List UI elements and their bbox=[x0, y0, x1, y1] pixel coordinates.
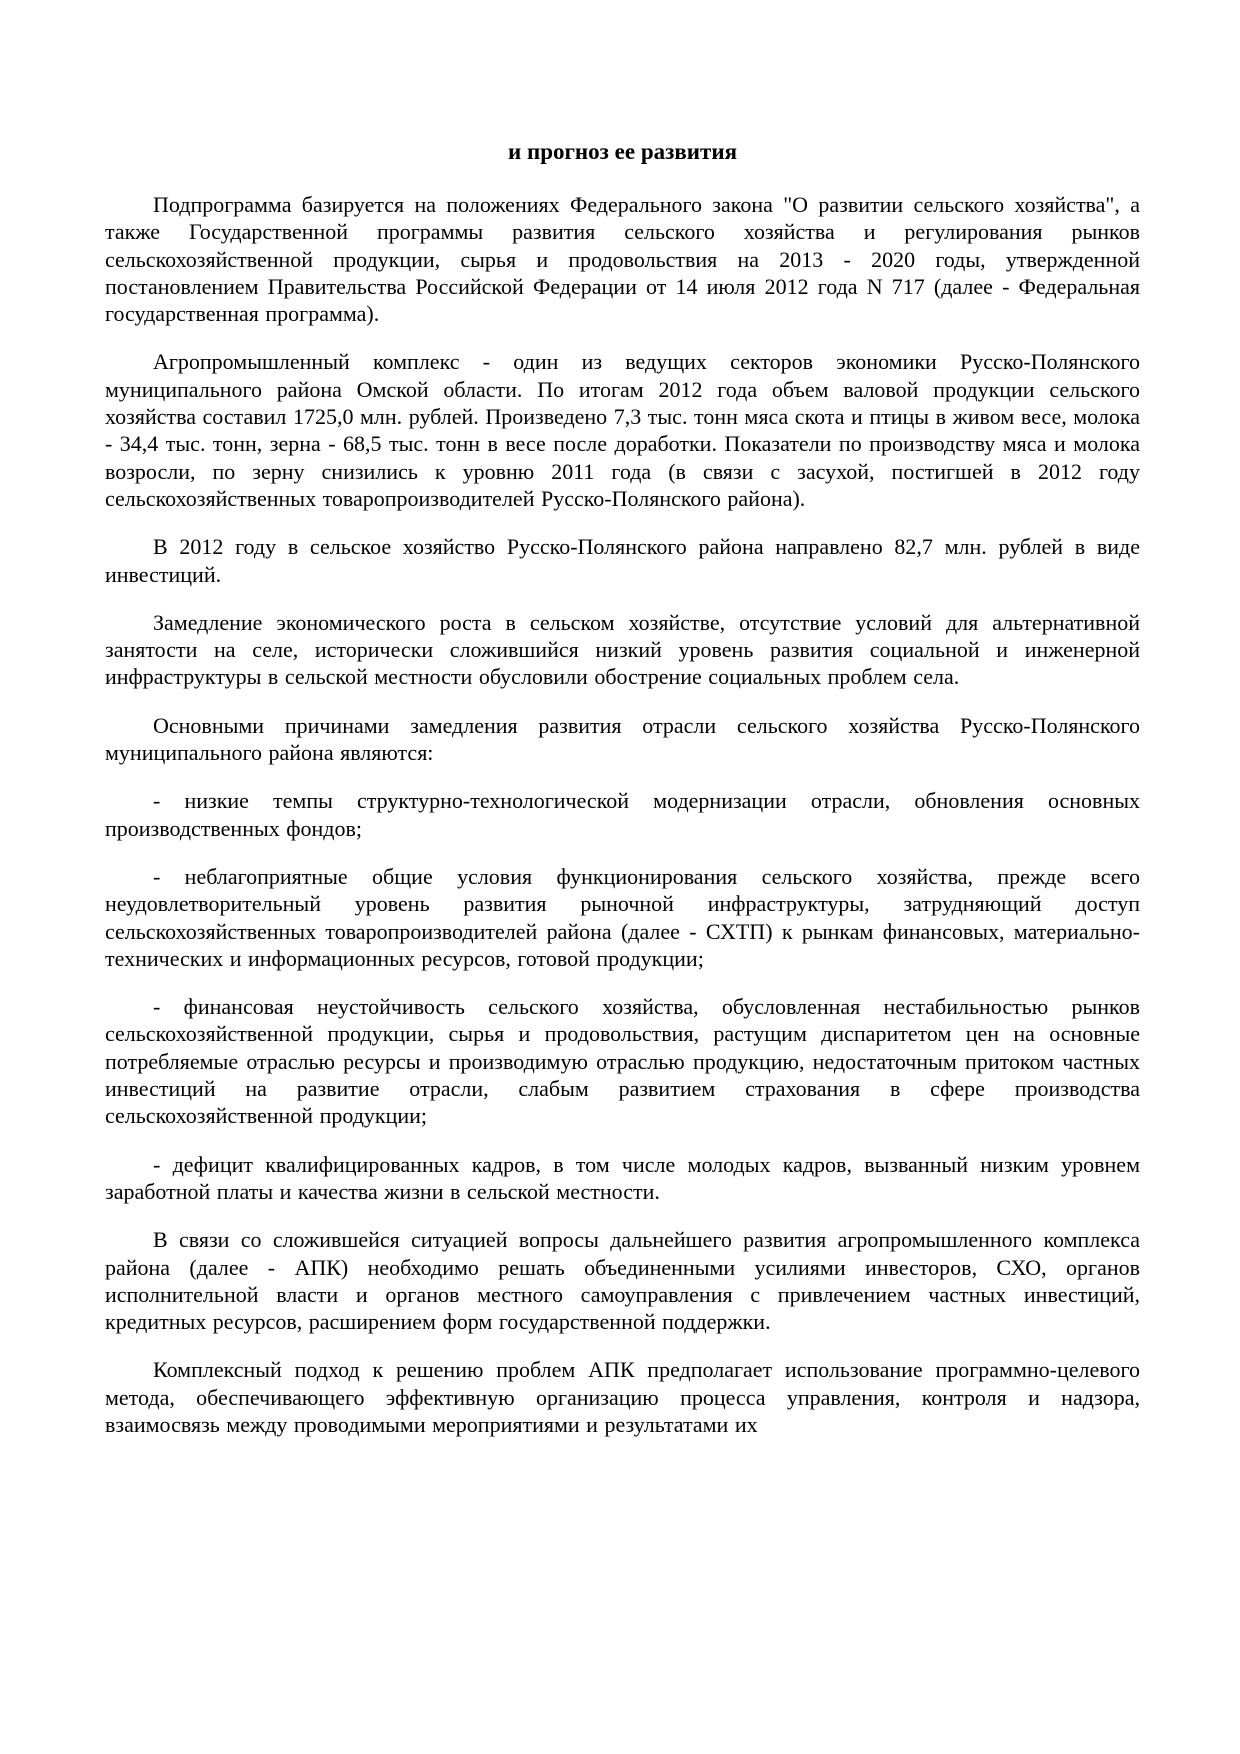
paragraph: Замедление экономического роста в сельском хозяйстве, отсутствие условий для альтернативной занятости на селе, исторически сложившийся низкий уровень развития социальной и инженерной инфраструктуры в сельской местности обусловили обострение социальных проблем села. bbox=[105, 609, 1140, 690]
paragraph: - дефицит квалифицированных кадров, в том числе молодых кадров, вызванный низким уровнем заработной платы и качества жизни в сельской местности. bbox=[105, 1151, 1140, 1204]
paragraph: - финансовая неустойчивость сельского хозяйства, обусловленная нестабильностью рынков сельскохозяйственной продукции, сырья и продовольствия, растущим диспаритетом цен на основные потребляемые отраслью ресурсы и производимую отраслью продукцию, недостаточным притоком частных инвестиций на развитие отрасли, слабым развитием страхования в сфере производства сельскохозяйственной продукции; bbox=[105, 994, 1140, 1129]
page-title: и прогноз ее развития bbox=[507, 139, 738, 164]
paragraph: - неблагоприятные общие условия функционирования сельского хозяйства, прежде всего неудовлетворительный уровень развития рыночной инфраструктуры, затрудняющий доступ сельскохозяйственных товаропроизводителей района (далее - СХТП) к рынкам финансовых, материально-технических и информационных ресурсов, готовой продукции; bbox=[105, 863, 1140, 971]
paragraph: В связи со сложившейся ситуацией вопросы дальнейшего развития агропромышленного комплекса района (далее - АПК) необходимо решать объединенными усилиями инвесторов, СХО, органов исполнительной власти и органов местного самоуправления с привлечением частных инвестиций, кредитных ресурсов, расширением форм государственной поддержки. bbox=[105, 1227, 1140, 1335]
paragraph: В 2012 году в сельское хозяйство Русско-Полянского района направлено 82,7 млн. рублей в виде инвестиций. bbox=[105, 534, 1140, 587]
document-body bbox=[105, 191, 1140, 1438]
paragraph: Подпрограмма базируется на положениях Федерального закона "О развитии сельского хозяйства", а также Государственной программы развития сельского хозяйства и регулирования рынков сельскохозяйственной продукции, сырья и продовольствия на 2013 - 2020 годы, утвержденной постановлением Правительства Российской Федерации от 14 июля 2012 года N 717 (далее - Федеральная государственная программа). bbox=[105, 192, 1140, 327]
paragraph: Агропромышленный комплекс - один из ведущих секторов экономики Русско-Полянского муниципального района Омской области. По итогам 2012 года объем валовой продукции сельского хозяйства составил 1725,0 млн. рублей. Произведено 7,3 тыс. тонн мяса скота и птицы в живом весе, молока - 34,4 тыс. тонн, зерна - 68,5 тыс. тонн в весе после доработки. Показатели по производству мяса и молока возросли, по зерну снизились к уровню 2011 года (в связи с засухой, постигшей в 2012 году сельскохозяйственных товаропроизводителей Русско-Полянского района). bbox=[105, 349, 1140, 511]
paragraph: Основными причинами замедления развития отрасли сельского хозяйства Русско-Полянского муниципального района являются: bbox=[105, 712, 1140, 766]
paragraph: Комплексный подход к решению проблем АПК предполагает использование программно-целевого метода, обеспечивающего эффективную организацию процесса управления, контроля и надзора, взаимосвязь между проводимыми мероприятиями и результатами их bbox=[105, 1357, 1140, 1437]
paragraph: - низкие темпы структурно-технологической модернизации отрасли, обновления основных производственных фондов; bbox=[105, 788, 1140, 841]
